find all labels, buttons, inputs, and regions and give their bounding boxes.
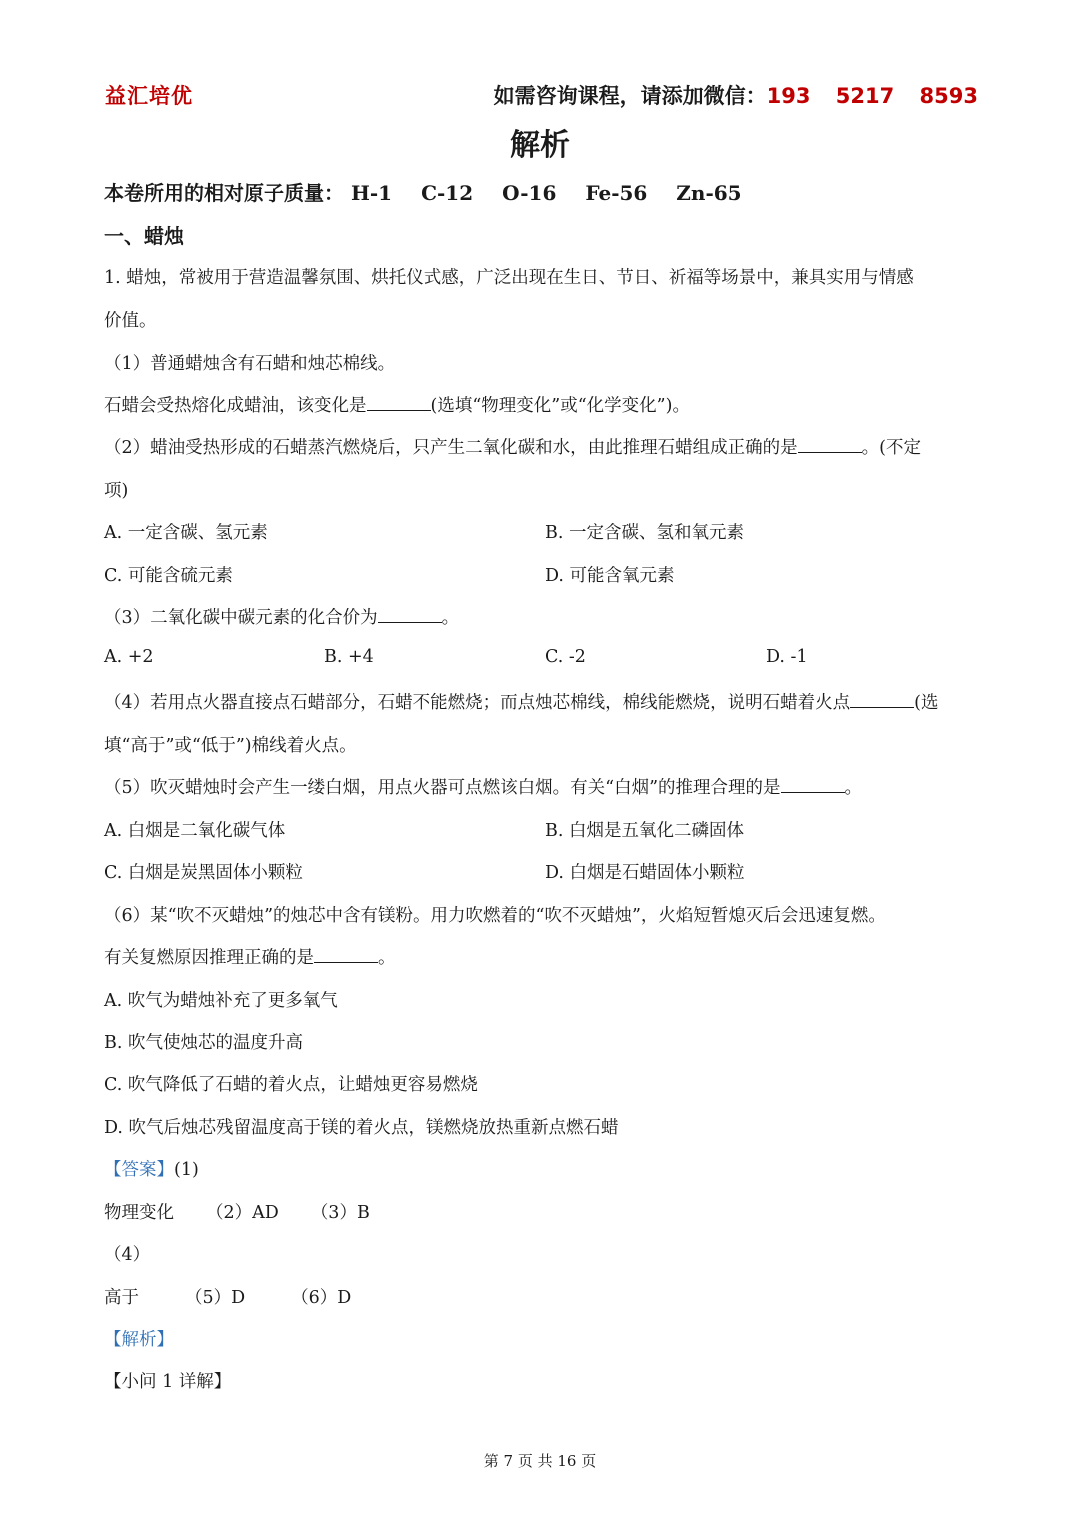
q5-option-b: B. 白烟是五氧化二磷固体 [545, 821, 744, 841]
q6-text-cont: 有关复燃原因推理正确的是 。 [104, 948, 396, 968]
q6-option-c: C. 吹气降低了石蜡的着火点，让蜡烛更容易燃烧 [104, 1075, 478, 1095]
q2-option-b: B. 一定含碳、氢和氧元素 [545, 523, 744, 543]
answer-label: 【答案】 [104, 1160, 174, 1180]
q6-option-b: B. 吹气使烛芯的温度升高 [104, 1033, 303, 1053]
q2-option-a: A. 一定含碳、氢元素 [104, 523, 268, 543]
q3-option-c: C. -2 [545, 647, 586, 667]
analysis-label: 【解析】 [104, 1330, 174, 1350]
atomic-mass-item: C-12 [421, 181, 474, 205]
q1-title: （1）普通蜡烛含有石蜡和烛芯棉线。 [104, 354, 396, 374]
section-heading: 一、蜡烛 [104, 224, 184, 248]
question-stem-cont: 价值。 [104, 311, 157, 331]
answer-blank [798, 438, 862, 453]
answer-blank [367, 396, 431, 411]
wechat-number: 193 5217 8593 [766, 84, 978, 108]
atomic-mass-label: 本卷所用的相对原子质量： [104, 181, 344, 205]
contact-info [494, 80, 978, 110]
q3-option-a: A. +2 [104, 647, 154, 667]
q4-text: （4）若用点火器直接点石蜡部分，石蜡不能燃烧；而点烛芯棉线，棉线能燃烧，说明石蜡着火点 (选 [104, 693, 939, 713]
q6-option-d: D. 吹气后烛芯残留温度高于镁的着火点，镁燃烧放热重新点燃石蜡 [104, 1118, 619, 1138]
q6-text: （6）某“吹不灭蜡烛”的烛芯中含有镁粉。用力吹燃着的“吹不灭蜡烛”，火焰短暂熄灭后会迅速复燃。 [104, 906, 886, 926]
answer-blank [781, 778, 845, 793]
answer-line-2: 物理变化 （2）AD （3）B [104, 1203, 370, 1223]
atomic-mass-item: O-16 [502, 181, 557, 205]
atomic-mass-item: Zn-65 [676, 181, 742, 205]
q3-option-d: D. -1 [766, 647, 808, 667]
atomic-mass-item: Fe-56 [585, 181, 648, 205]
answer-header: 【答案】(1) [104, 1160, 199, 1180]
q2-option-c: C. 可能含硫元素 [104, 566, 233, 586]
q5-option-d: D. 白烟是石蜡固体小颗粒 [545, 863, 745, 883]
answer-blank [314, 948, 378, 963]
q2-text-cont: 项) [104, 481, 129, 501]
contact-prefix: 如需咨询课程，请添加微信： [493, 84, 767, 108]
answer-line-3: （4） [104, 1245, 151, 1265]
answer-line-4: 高于 （5）D （6）D [104, 1288, 352, 1308]
q5-text: （5）吹灭蜡烛时会产生一缕白烟，用点火器可点燃该白烟。有关“白烟”的推理合理的是 。 [104, 778, 863, 798]
analysis-sub-heading: 【小问 1 详解】 [104, 1372, 232, 1392]
atomic-mass-line [104, 177, 742, 206]
q2-text: （2）蜡油受热形成的石蜡蒸汽燃烧后，只产生二氧化碳和水，由此推理石蜡组成正确的是 。(不定 [104, 438, 921, 458]
page-title: 解析 [510, 128, 570, 163]
atomic-mass-item: H-1 [350, 181, 393, 205]
answer-blank [850, 693, 914, 708]
q1-text: 石蜡会受热熔化成蜡油，该变化是 (选填“物理变化”或“化学变化”)。 [104, 396, 690, 416]
q3-text: （3）二氧化碳中碳元素的化合价为 。 [104, 608, 460, 628]
q5-option-c: C. 白烟是炭黑固体小颗粒 [104, 863, 303, 883]
page-number: 第 7 页 共 16 页 [483, 1452, 597, 1470]
q4-text-cont: 填“高于”或“低于”)棉线着火点。 [104, 736, 357, 756]
q3-option-b: B. +4 [324, 647, 374, 667]
q5-option-a: A. 白烟是二氧化碳气体 [104, 821, 286, 841]
brand-name: 益汇培优 [105, 84, 193, 108]
q6-option-a: A. 吹气为蜡烛补充了更多氧气 [104, 991, 338, 1011]
question-stem: 1. 蜡烛，常被用于营造温馨氛围、烘托仪式感，广泛出现在生日、节日、祈福等场景中，兼具实用与情感 [104, 268, 914, 288]
answer-blank [378, 608, 442, 623]
q2-option-d: D. 可能含氧元素 [545, 566, 675, 586]
